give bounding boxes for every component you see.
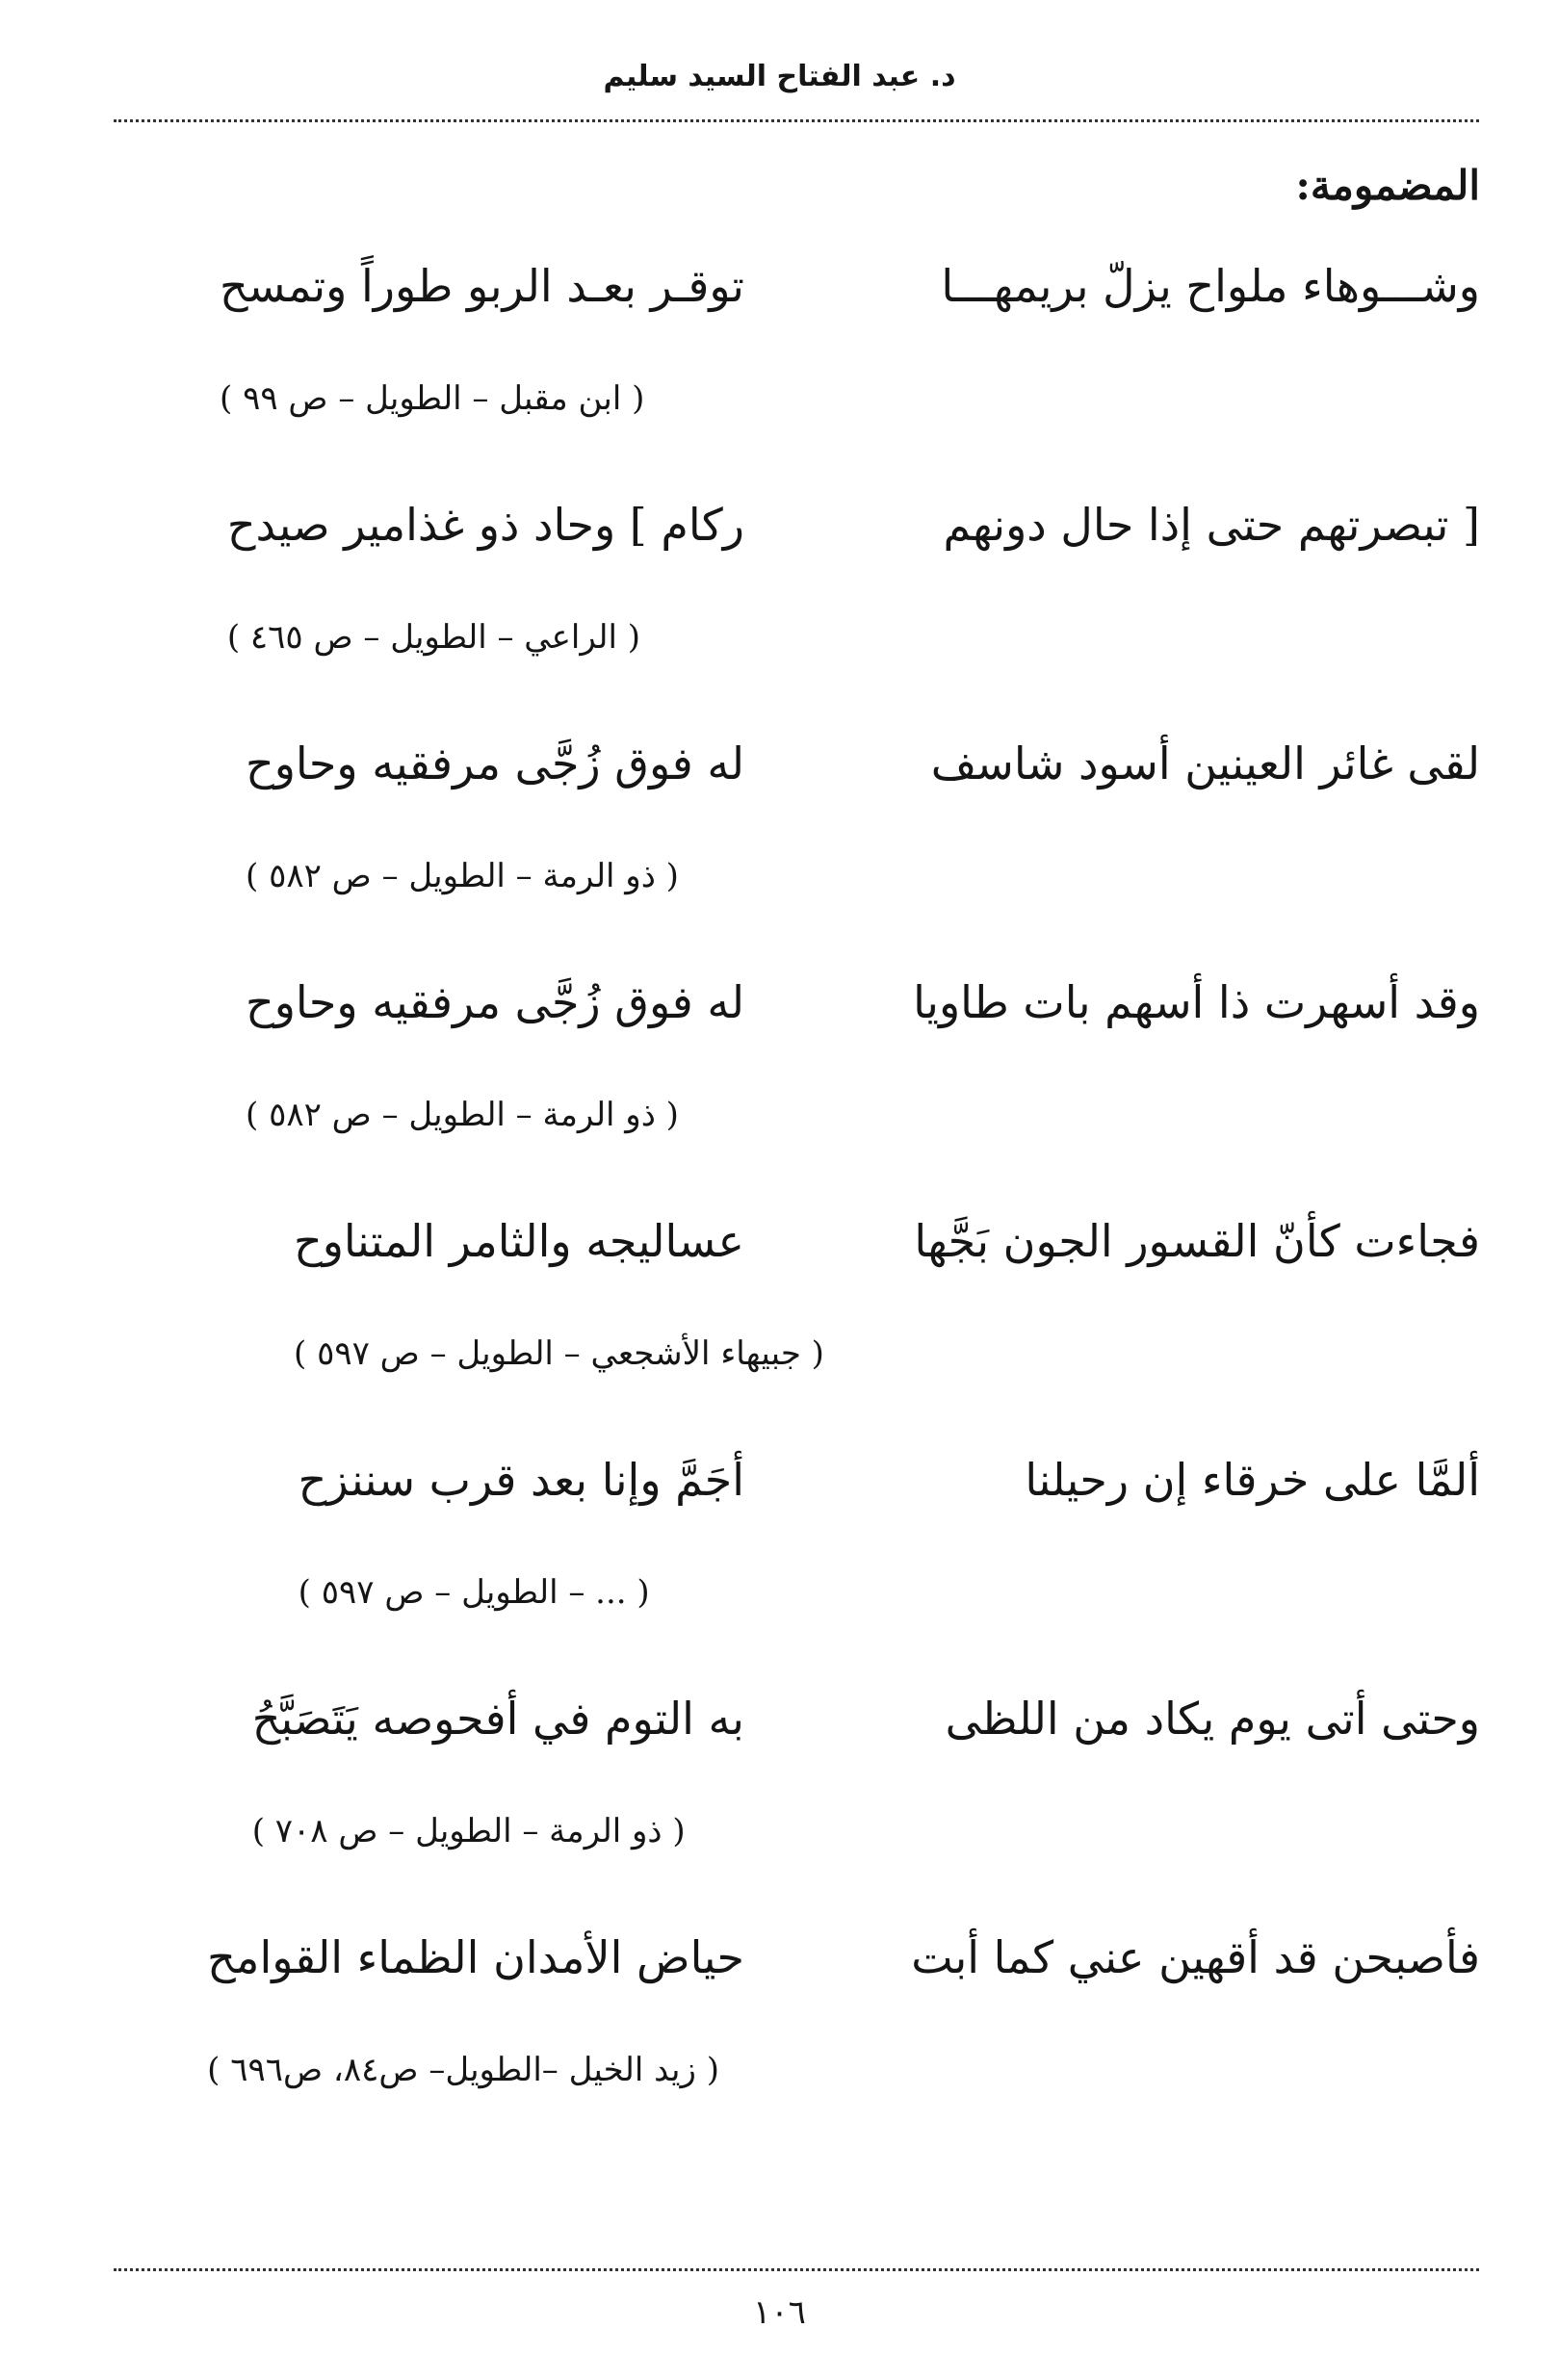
verse-source: ( ... – الطويل – ص ٥٩٧ ) <box>298 1573 650 1612</box>
verse-source: ( الراعي – الطويل – ص ٤٦٥ ) <box>226 618 641 657</box>
first-hemistich: فجاءت كأنّ القسور الجون بَجَّها <box>914 1215 1480 1267</box>
verse-source: ( ذو الرمة – الطويل – ص ٥٨٢ ) <box>246 857 679 895</box>
first-hemistich: لقى غائر العينين أسود شاسف <box>930 737 1480 789</box>
second-hemistich: له فوق زُجَّى مرفقيه وحاوح <box>246 976 744 1028</box>
header-rule <box>114 119 1479 122</box>
verse-source: ( جبيهاء الأشجعي – الطويل – ص ٥٩٧ ) <box>294 1334 824 1373</box>
running-header: د. عبد الفتاح السيد سليم <box>603 60 956 93</box>
second-hemistich: عساليجه والثامر المتناوح <box>294 1215 744 1267</box>
verse <box>0 737 1559 976</box>
verse <box>0 499 1559 737</box>
verse <box>0 1454 1559 1693</box>
second-hemistich: توقـر بعـد الربو طوراً وتمسح <box>220 260 744 312</box>
second-hemistich: له فوق زُجَّى مرفقيه وحاوح <box>246 737 744 789</box>
section-title: المضمومة: <box>1295 162 1480 209</box>
first-hemistich: وحتى أتى يوم يكاد من اللظى <box>945 1693 1480 1745</box>
verse-source: ( ذو الرمة – الطويل – ص ٧٠٨ ) <box>251 1812 686 1850</box>
first-hemistich: [ تبصرتهم حتى إذا حال دونهم <box>943 499 1480 551</box>
second-hemistich: حياض الأمدان الظماء القوامح <box>207 1931 744 1983</box>
verse-list <box>0 260 1559 2170</box>
first-hemistich: وقد أسهرت ذا أسهم بات طاويا <box>913 976 1480 1028</box>
verse-source: ( ابن مقبل – الطويل – ص ٩٩ ) <box>220 379 645 418</box>
verse <box>0 1693 1559 1931</box>
second-hemistich: أجَمَّ وإنا بعد قرب سننزح <box>298 1454 744 1506</box>
verse-source: ( زيد الخيل –الطويل– ص٨٤، ص٦٩٦ ) <box>207 2051 719 2089</box>
first-hemistich: ألمَّا على خرقاء إن رحيلنا <box>1025 1454 1480 1506</box>
page-number: ١٠٦ <box>753 2293 806 2332</box>
verse <box>0 1931 1559 2170</box>
first-hemistich: فأصبحن قد أقهين عني كما أبت <box>911 1931 1480 1983</box>
footer-rule <box>114 2268 1479 2271</box>
verse <box>0 260 1559 499</box>
verse-source: ( ذو الرمة – الطويل – ص ٥٨٢ ) <box>246 1096 679 1134</box>
second-hemistich: ركام ] وحاد ذو غذامير صيدح <box>226 499 744 551</box>
verse <box>0 976 1559 1215</box>
second-hemistich: به التوم في أفحوصه يَتَصَبَّحُ <box>251 1693 744 1745</box>
first-hemistich: وشـــوهاء ملواح يزلّ بريمهـــا <box>941 260 1480 312</box>
verse <box>0 1215 1559 1454</box>
